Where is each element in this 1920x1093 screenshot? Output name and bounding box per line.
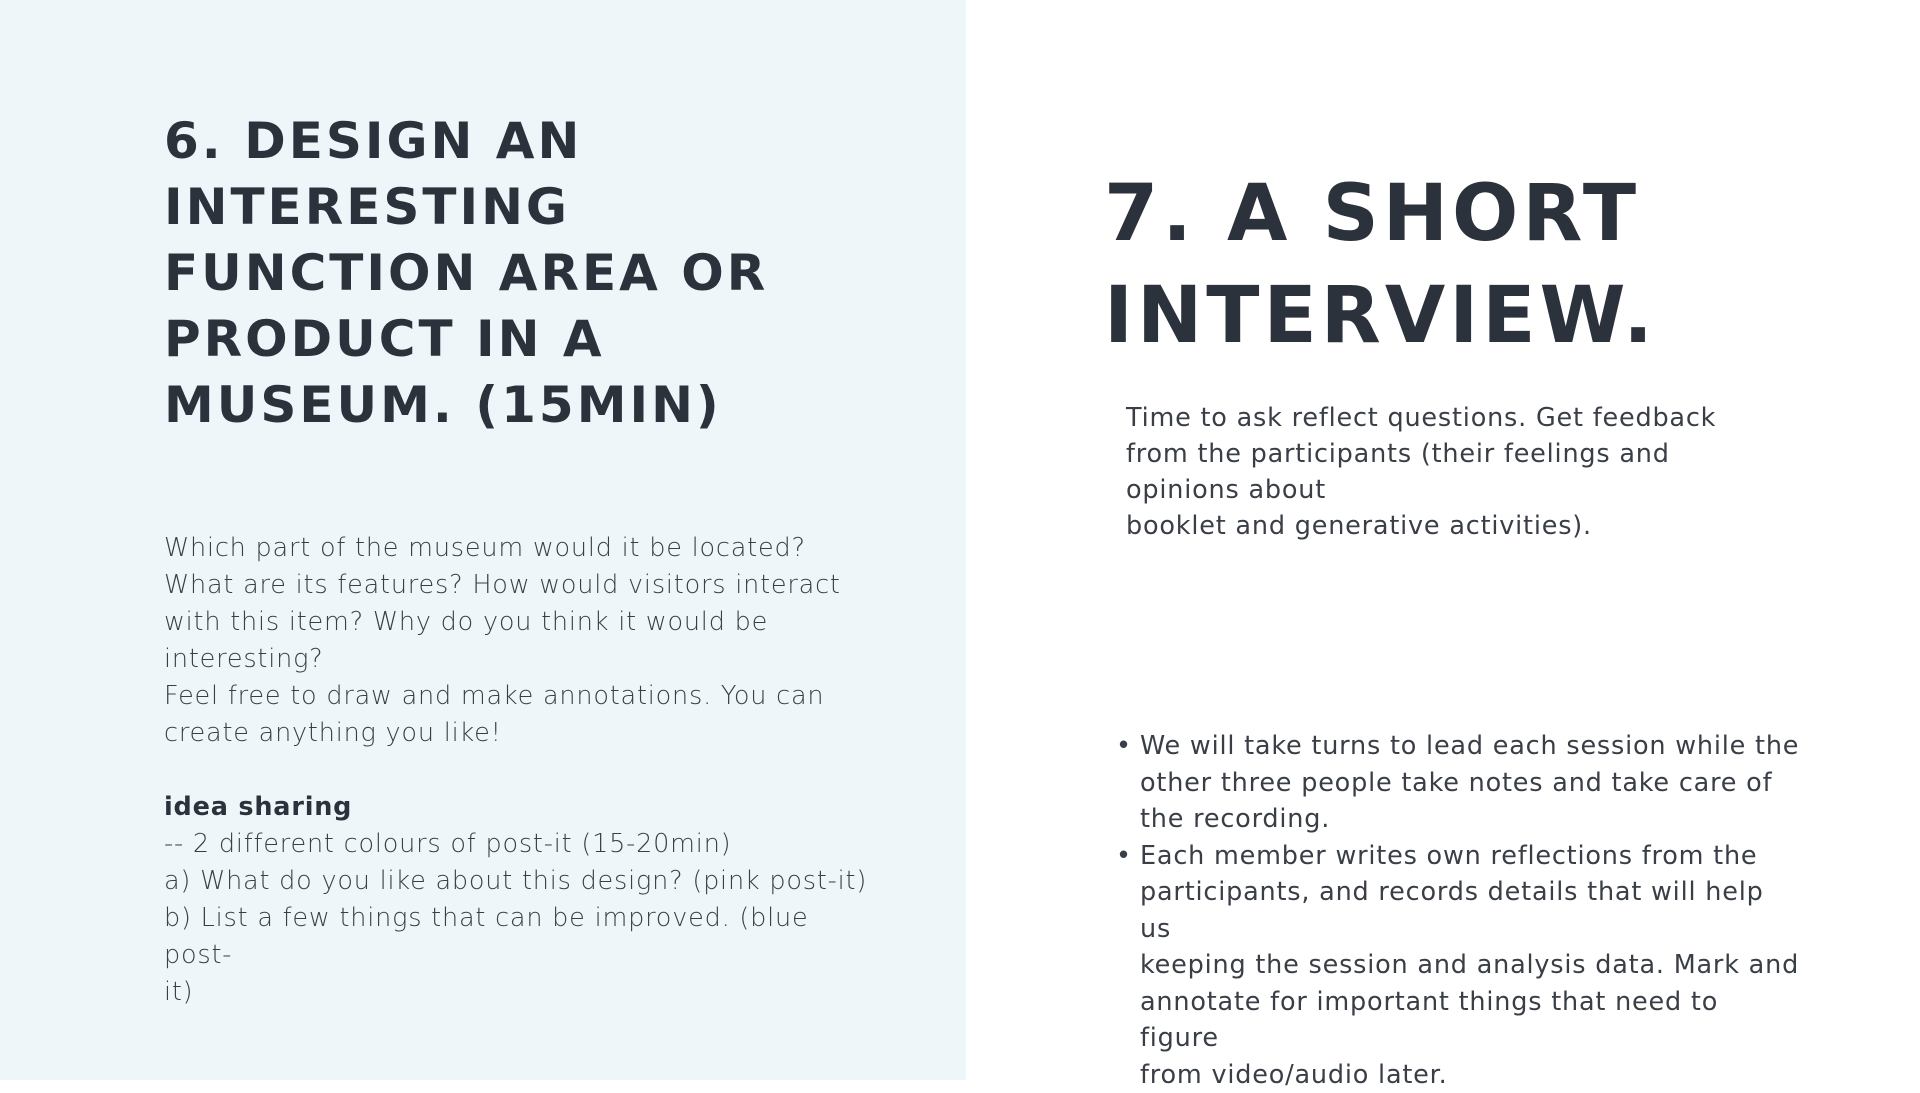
body-line: create anything you like! [164,715,884,752]
title-line: MUSEUM. (15MIN) [164,372,864,438]
title-line: FUNCTION AREA OR [164,240,864,306]
section-7-body [1126,400,1766,544]
body-line: booklet and generative activities). [1126,508,1766,544]
section-7-bullet-list [1112,728,1802,1093]
idea-line: -- 2 different colours of post-it (15-20min) [164,826,884,863]
bullet-line: the recording. [1140,801,1802,838]
bullet-line: We will take turns to lead each session while the [1140,728,1802,765]
body-line: with this item? Why do you think it would be [164,604,884,641]
bullet-line: from video/audio later. [1140,1057,1802,1093]
idea-line: b) List a few things that can be improved. (blue post- [164,900,884,974]
bullet-line: participants, and records details that will help us [1140,874,1802,947]
title-line: INTERESTING [164,174,864,240]
title-line: INTERVIEW. [1104,265,1824,367]
left-panel [0,0,966,1080]
section-7-title [1104,163,1824,367]
body-line: from the participants (their feelings and [1126,436,1766,472]
title-line: 6. DESIGN AN [164,108,864,174]
bullet-line: keeping the session and analysis data. Mark and [1140,947,1802,984]
bullet-icon: • [1116,838,1132,875]
body-line: Time to ask reflect questions. Get feedback [1126,400,1766,436]
body-line: Which part of the museum would it be located? [164,530,884,567]
bullet-line: other three people take notes and take care of [1140,765,1802,802]
idea-line: a) What do you like about this design? (pink post-it) [164,863,884,900]
bullet-line: annotate for important things that need to figure [1140,984,1802,1057]
body-line: opinions about [1126,472,1766,508]
body-line: What are its features? How would visitors interact [164,567,884,604]
section-6-title [164,108,864,438]
section-6-body [164,530,884,1011]
body-line: Feel free to draw and make annotations. You can [164,678,884,715]
paragraph-spacer [164,752,884,789]
bullet-line: Each member writes own reflections from the [1140,838,1802,875]
body-line: interesting? [164,641,884,678]
list-item [1112,728,1802,838]
title-line: 7. A SHORT [1104,163,1824,265]
idea-sharing-heading: idea sharing [164,789,884,826]
idea-line: it) [164,974,884,1011]
bullet-icon: • [1116,728,1132,765]
list-item [1112,838,1802,1093]
title-line: PRODUCT IN A [164,306,864,372]
